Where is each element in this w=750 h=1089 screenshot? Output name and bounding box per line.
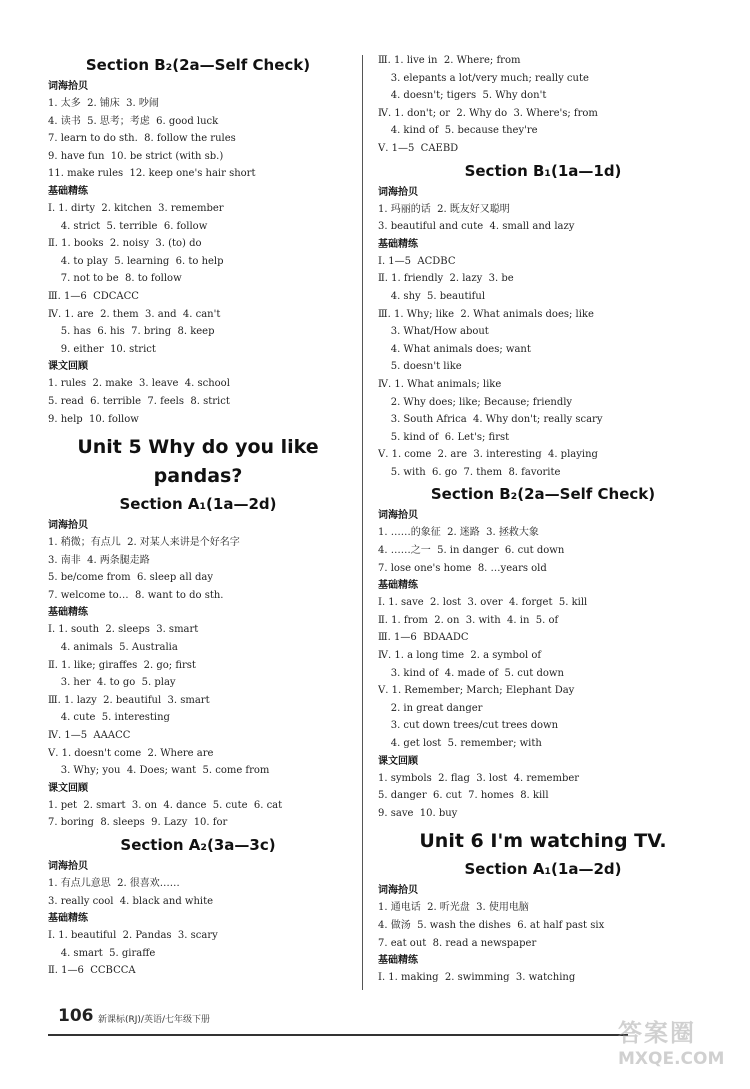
answer-line: Ⅱ. 1. books 2. noisy 3. (to) do [48,238,202,250]
answer-line: Ⅲ. 1. Why; like 2. What animals does; like [378,308,594,320]
answer-line: Ⅱ. 1. from 2. on 3. with 4. in 5. of [378,614,559,626]
answer-line: 4. cute 5. interesting [48,712,170,724]
answer-line: 5. read 6. terrible 7. feels 8. strict [48,395,230,407]
section-title: Section A₁(1a—2d) [464,860,622,879]
answer-line: 4. 做汤 5. wash the dishes 6. at half past six [378,919,605,931]
answer-line: Ⅴ. 1. Remember; March; Elephant Day [378,685,575,697]
answer-line: 4. smart 5. giraffe [48,947,156,959]
page-number: 106 [58,1006,94,1026]
answer-line: 9. save 10. buy [378,807,458,819]
answer-line: 9. help 10. follow [48,413,139,425]
answer-line: Ⅴ. 1—5 CAEBD [378,142,459,154]
answer-line: Ⅲ. 1. live in 2. Where; from [378,55,521,66]
answer-line: 7. welcome to… 8. want to do sth. [48,589,224,601]
answer-line: Ⅰ. 1. beautiful 2. Pandas 3. scary [48,930,218,942]
answer-line: 4. kind of 5. because they're [378,125,538,137]
section-title: Section B₂(2a—Self Check) [430,485,656,504]
answer-line: 3. What/How about [378,326,489,338]
answer-line: 4. animals 5. Australia [48,642,178,654]
answer-line: Ⅳ. 1. don't; or 2. Why do 3. Where's; from [378,107,598,119]
watermark-bottom: MXQE.COM [618,1049,725,1069]
answer-line: 1. 稍微；有点儿 2. 对某人来讲是个好名字 [48,537,240,549]
block-label: 课文回顾 [378,755,418,767]
answer-line: 3. 南非 4. 两条腿走路 [48,554,150,566]
block-label: 词海拾贝 [378,186,418,198]
block-label: 基础精练 [48,185,88,197]
answer-line: 4. doesn't; tigers 5. Why don't [378,90,547,102]
block-label: 基础精练 [48,607,88,619]
answer-line: Ⅳ. 1. a long time 2. a symbol of [378,650,542,662]
block-label: 词海拾贝 [48,861,88,872]
answer-line: Ⅲ. 1. lazy 2. beautiful 3. smart [48,694,210,706]
right-column [378,52,708,987]
answer-line: Ⅳ. 1. are 2. them 3. and 4. can't [48,308,221,320]
answer-line: 2. Why does; like; Because; friendly [378,396,573,408]
answer-line: 3. her 4. to go 5. play [48,677,176,689]
answer-line: 4. ……之一 5. in danger 6. cut down [378,545,565,557]
answer-line: 5. doesn't like [378,361,462,373]
answer-line: Ⅰ. 1. dirty 2. kitchen 3. remember [48,202,224,214]
answer-line: 1. ……的象征 2. 迷路 3. 拯救大象 [378,527,539,539]
answer-line: Ⅰ. 1. save 2. lost 3. over 4. forget 5. kill [378,597,588,609]
section-title: Section A₂(3a—3c) [120,836,276,854]
answer-line: Ⅴ. 1. doesn't come 2. Where are [48,747,214,759]
answer-line: 2. in great danger [378,702,483,714]
answer-line: 1. symbols 2. flag 3. lost 4. remember [378,772,580,784]
answer-line: 5. has 6. his 7. bring 8. keep [48,326,215,338]
answer-line: 7. eat out 8. read a newspaper [378,937,537,949]
answer-line: Ⅳ. 1. What animals; like [378,378,502,390]
section-title: Section B₁(1a—1d) [464,161,622,180]
unit-title: Unit 5 Why do you like [77,436,319,459]
answer-line: 7. not to be 8. to follow [48,273,182,285]
answer-line: 3. really cool 4. black and white [48,895,214,907]
block-label: 课文回顾 [48,361,88,373]
block-label: 基础精练 [378,238,418,250]
block-label: 词海拾贝 [48,520,88,532]
block-label: 基础精练 [378,580,418,592]
watermark-logo [618,1018,734,1080]
block-label: 词海拾贝 [378,510,418,522]
answer-line: 3. South Africa 4. Why don't; really scary [378,414,603,426]
block-label: 词海拾贝 [48,81,88,92]
watermark-top: 答案圈 [618,1019,696,1047]
block-label: 基础精练 [48,913,88,925]
answer-line: Ⅱ. 1. friendly 2. lazy 3. be [378,273,514,285]
unit-title: pandas? [153,465,243,488]
answer-line: Ⅱ. 1—6 CCBCCA [48,965,136,977]
block-label: 基础精练 [378,955,418,967]
block-label: 课文回顾 [48,782,88,794]
answer-line: 4. to play 5. learning 6. to help [48,255,224,267]
block-label: 词海拾贝 [378,885,418,897]
answer-line: Ⅱ. 1. like; giraffes 2. go; first [48,659,196,671]
answer-line: 1. rules 2. make 3. leave 4. school [48,378,230,390]
answer-line: 5. be/come from 6. sleep all day [48,572,213,584]
answer-line: 9. either 10. strict [48,343,156,355]
column-divider [362,55,363,990]
answer-line: 1. 太多 2. 铺床 3. 吵闹 [48,98,159,109]
answer-line: 1. 通电话 2. 听光盘 3. 使用电脑 [378,902,529,914]
answer-line: 5. danger 6. cut 7. homes 8. kill [378,790,549,802]
answer-line: 4. get lost 5. remember; with [378,738,542,749]
answer-line: Ⅰ. 1. south 2. sleeps 3. smart [48,624,199,636]
answer-line: 9. have fun 10. be strict (with sb.) [48,150,224,162]
answer-line: Ⅲ. 1—6 CDCACC [48,290,139,302]
answer-line: Ⅰ. 1—5 ACDBC [378,255,456,267]
answer-line: 1. 玛丽的话 2. 既友好又聪明 [378,203,510,215]
answer-line: 3. elepants a lot/very much; really cute [378,72,589,84]
answer-line: 4. 读书 5. 思考；考虑 6. good luck [48,115,219,127]
answer-line: 4. shy 5. beautiful [378,290,486,302]
answer-line: Ⅴ. 1. come 2. are 3. interesting 4. playing [378,449,598,461]
answer-line: Ⅰ. 1. making 2. swimming 3. watching [378,972,576,984]
answer-line: Ⅳ. 1—5 AAACC [48,730,131,742]
section-title: Section B₂(2a—Self Check) [85,56,311,74]
answer-line: 7. learn to do sth. 8. follow the rules [48,133,236,145]
answer-line: 7. boring 8. sleeps 9. Lazy 10. for [48,817,228,829]
unit-title: Unit 6 I'm watching TV. [419,830,667,853]
answer-line: 1. pet 2. smart 3. on 4. dance 5. cute 6. cat [48,799,283,811]
answer-line: 5. kind of 6. Let's; first [378,431,510,443]
left-column [48,52,348,980]
answer-line: 3. kind of 4. made of 5. cut down [378,667,564,679]
answer-line: 4. What animals does; want [378,343,531,355]
answer-line: 3. Why; you 4. Does; want 5. come from [48,765,270,777]
answer-line: 5. with 6. go 7. them 8. favorite [378,466,561,478]
answer-line: 11. make rules 12. keep one's hair short [48,168,256,180]
answer-line: 1. 有点儿意思 2. 很喜欢…… [48,878,180,889]
answer-line: Ⅲ. 1—6 BDAADC [378,632,469,644]
answer-line: 7. lose one's home 8. …years old [378,562,547,574]
answer-line: 4. strict 5. terrible 6. follow [48,220,208,232]
answer-line: 3. beautiful and cute 4. small and lazy [378,221,575,233]
book-info: 新课标(RJ)/英语/七年级下册 [98,1015,210,1025]
footer-rule [48,1034,628,1036]
answer-line: 3. cut down trees/cut trees down [378,720,559,732]
section-title: Section A₁(1a—2d) [119,495,277,514]
